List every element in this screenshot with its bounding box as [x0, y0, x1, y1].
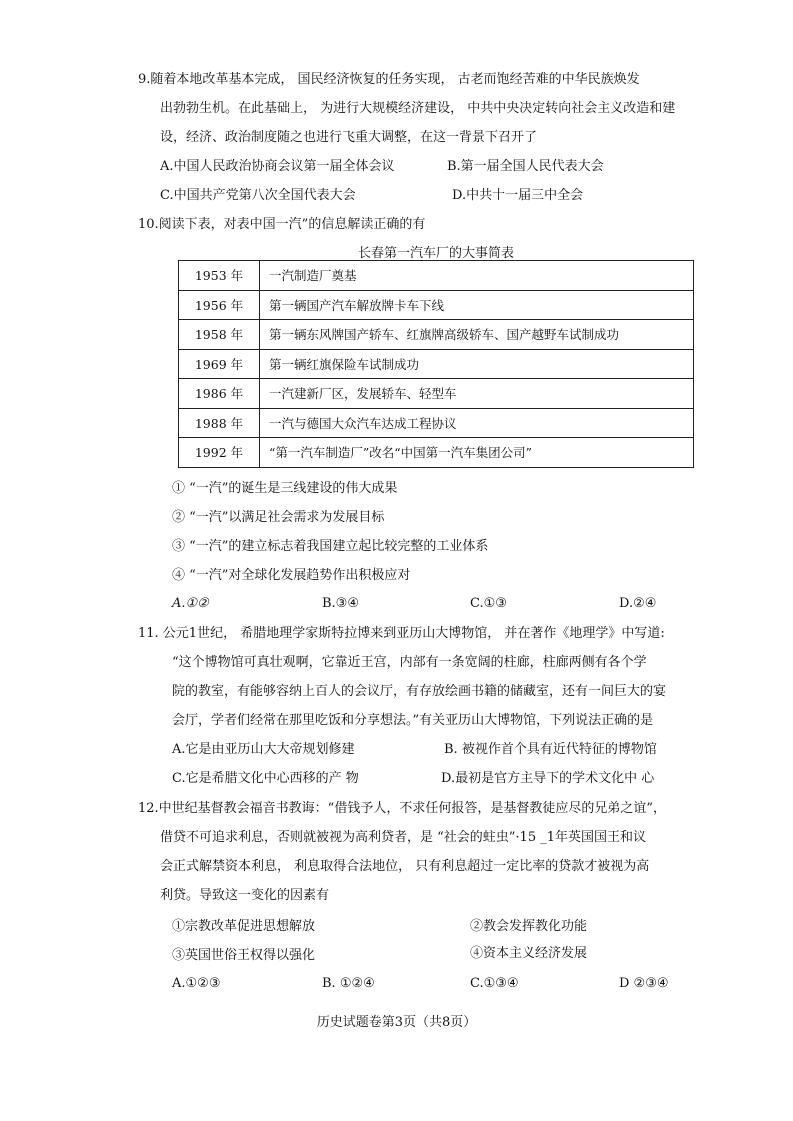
table-row	[179, 290, 694, 320]
table-row	[179, 408, 694, 438]
q10-option-c: C.①③	[470, 596, 507, 611]
table-row	[179, 320, 694, 350]
q12-option-d: D ②③④	[619, 976, 669, 991]
q12-stem-line3: 会正式解禁资本利息， 利息取得合法地位， 只有利息超过一定比率的贷款才被视为高	[160, 859, 650, 874]
q11-stem-line1: 11. 公元1世纪， 希腊地理学家斯特拉博来到亚历山大博物馆， 并在著作《地理学》中写道:	[138, 626, 665, 641]
event-cell: “第一汽车制造厂”改名“中国第一汽车集团公司”	[260, 438, 694, 468]
year-cell: 1988 年	[179, 408, 260, 438]
q9-option-d: D.中共十一届三中全会	[452, 188, 584, 203]
q12-stem-line4: 利贷。导致这一变化的因素有	[160, 888, 330, 903]
q12-stem-line2: 借贷不可追求利息，否则就被视为高利贷者，是 “社会的蛀虫”·15 _1年英国国王和议	[160, 830, 647, 845]
q10-statement-2: ② “一汽”以满足社会需求为发展目标	[172, 510, 385, 525]
page-footer: 历史试题卷第3页（共8页）	[316, 1015, 477, 1030]
year-cell: 1986 年	[179, 379, 260, 409]
q12-stem-line1: 12.中世纪基督教会福音书教诲：“借钱予人，不求任何报答，是基督教徒应尽的兄弟之谊”，	[138, 801, 666, 816]
q12-statement-3: ③英国世俗王权得以强化	[172, 948, 316, 963]
q12-statement-1: ①宗教改革促进思想解放	[172, 919, 316, 934]
q11-option-a: A.它是由亚历山大大帝规划修建	[172, 742, 355, 757]
q11-option-b: B. 被视作首个具有近代特征的博物馆	[444, 742, 657, 757]
year-cell: 1953 年	[179, 261, 260, 291]
q9-option-a: A.中国人民政治协商会议第一届全体会议	[160, 159, 395, 174]
year-cell: 1956 年	[179, 290, 260, 320]
q9-option-b: B.第一届全国人民代表大会	[447, 159, 604, 174]
year-cell: 1969 年	[179, 349, 260, 379]
q10-option-b: B.③④	[322, 596, 359, 611]
event-cell: 一汽与德国大众汽车达成工程协议	[260, 408, 694, 438]
q11-stem-line2: “这个博物馆可真壮观啊，它靠近王宫，内部有一条宽阔的柱廊，柱廊两侧有各个学	[172, 655, 647, 670]
year-cell: 1958 年	[179, 320, 260, 350]
q11-stem-line3: 院的教室，有能够容纳上百人的会议厅，有存放绘画书籍的储藏室，还有一间巨大的宴	[172, 684, 667, 699]
table-row	[179, 261, 694, 291]
q10-option-d: D.②④	[619, 596, 657, 611]
q10-stem: 10.阅读下表，对表中国一汽”的信息解读正确的有	[138, 217, 426, 232]
q11-stem-line4: 会厅，学者们经常在那里吃饭和分享想法。”有关亚历山大博物馆，下列说法正确的是	[172, 713, 654, 728]
q9-stem-line3: 设，经济、政治制度随之也进行飞重大调整，在这一背景下召开了	[160, 130, 538, 145]
table-row	[179, 349, 694, 379]
event-cell: 第一辆国产汽车解放牌卡车下线	[260, 290, 694, 320]
q11-option-c: C.它是希腊文化中心西移的产 物	[172, 771, 359, 786]
q12-option-c: C.①③④	[470, 976, 519, 991]
q10-statement-1: ① “一汽”的诞生是三线建设的伟大成果	[172, 481, 398, 496]
q12-option-b: B. ①②④	[322, 976, 375, 991]
q9-stem-line1: 9.随着本地改革基本完成， 国民经济恢复的任务实现， 古老而饱经苦难的中华民族焕发	[138, 72, 640, 87]
event-cell: 一汽制造厂奠基	[260, 261, 694, 291]
q10-option-a: A.①②	[172, 596, 209, 611]
events-table	[178, 260, 694, 468]
q10-statement-3: ③ “一汽”的建立标志着我国建立起比较完整的工业体系	[172, 539, 489, 554]
q12-option-a: A.①②③	[172, 976, 221, 991]
q12-statement-4: ④资本主义经济发展	[470, 946, 588, 961]
table-row	[179, 438, 694, 468]
q10-statement-4: ④ “一汽”对全球化发展趋势作出积极应对	[172, 568, 411, 583]
table-caption: 长春第一汽车厂的大事简表	[357, 246, 514, 261]
table-row	[179, 379, 694, 409]
q9-stem-line2: 出勃勃生机。在此基础上， 为进行大规模经济建设， 中共中央决定转向社会主义改造和建	[160, 101, 676, 116]
q9-option-c: C.中国共产党第八次全国代表大会	[160, 188, 356, 203]
event-cell: 一汽建新厂区，发展轿车、轻型车	[260, 379, 694, 409]
q11-option-d: D.最初是官方主导下的学术文化中 心	[441, 771, 655, 786]
q12-statement-2: ②教会发挥教化功能	[470, 919, 588, 934]
year-cell: 1992 年	[179, 438, 260, 468]
event-cell: 第一辆红旗保险车试制成功	[260, 349, 694, 379]
event-cell: 第一辆东风牌国产轿车、红旗牌高级轿车、国产越野车试制成功	[260, 320, 694, 350]
